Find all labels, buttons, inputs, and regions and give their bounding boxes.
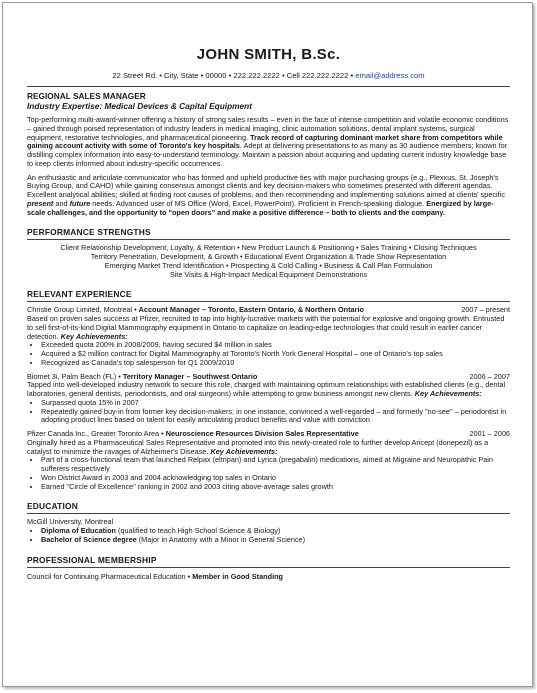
header-rule (27, 86, 510, 87)
p1-rest: . Adept at delivering presentations to as many as 30 audience members; known for distilling complex information into easy-to-understand terminology. Maintain a passion about acquiring and updating current industry knowledge base to keep clients informed about industry-specific occurrences. (27, 141, 508, 168)
achievement-item: • Recognized as Canada's top salesperson for Q1 2009/2010 (41, 359, 510, 368)
target-title: REGIONAL SALES MANAGER (27, 91, 146, 101)
key-achievements-label: Key Achievements (210, 446, 276, 456)
membership-line (27, 573, 510, 582)
job-dates: 2006 – 2007 (469, 371, 510, 381)
achievement-list (27, 399, 510, 425)
strength-line: Emerging Market Trend Identification • Prospecting & Cold Calling • Business & Call Plan Formulation (104, 260, 433, 270)
membership-section (27, 551, 510, 582)
achievement-list (27, 341, 510, 367)
job-description: Tapped into well-developed industry network to secure this role, charged with maintaining optimum relationships with established clients (e.g., dental laboratories, general dentists, periodontists, and oral surgeons) while attempting to grow business amongst new clients. Key Achievements: (27, 380, 506, 398)
education-heading: EDUCATION (27, 497, 510, 514)
summary-section (27, 91, 510, 217)
degree-name: Diploma of Education (41, 526, 116, 535)
job-desc-text: Tapped into well-developed industry network to secure this role, charged with maintaining optimum relationships with established clients (e.g., dental laboratories, general dentists, periodontists, and oral surgeons) while attempting to grow business amongst new clients. (27, 380, 506, 398)
achievement-item: • Acquired a $2 million contract for Digital Mammography at Toronto's North York General Hospital – one of Ontario's top sales (41, 350, 510, 359)
strengths-heading: PERFORMANCE STRENGTHS (27, 223, 510, 240)
degree-detail: (qualified to teach High School Science & Biology) (116, 526, 281, 535)
resume-page (2, 2, 533, 687)
p2-present: present (27, 198, 54, 208)
job-desc-text: Originally hired as a Pharmaceutical Sales Representative and promoted into this newly-created role to further develop Aricept (donepezil) as a catalyst to minimize the ravages of Alzheimer's Disease. (27, 437, 489, 456)
p2-bold: Energized by large-scale challenges, and the opportunity to "open doors" and make a positive difference – both to clients and the company. (27, 198, 494, 217)
job-dates: 2001 – 2006 (469, 429, 510, 438)
candidate-name: JOHN SMITH, B.Sc. (196, 46, 341, 63)
key-achievements-label: Key Achievements (60, 331, 126, 341)
contact-details: 22 Street Rd. • City, State • 00000 • 222.222.2222 • Cell 222.222.2222 • (112, 71, 356, 80)
degree-name: Bachelor of Science degree (41, 534, 137, 544)
job-dates: 2007 – present (461, 305, 510, 315)
membership-status: Member in Good Standing (192, 571, 284, 581)
p2-text: An enthusiastic and articulate communicator who has formed and upheld productive ties with major purchasing groups (e.g., Plexxus, St. Joseph's Buying Group, and CAHO) while gaining consensus amongst clients and key decision-makers who sometimes presented with different agendas. Excellent analytical abilities; skilled at finding root causes of problems, and then recommending and implementing solutions aimed at clients' specific (27, 172, 505, 199)
job-company: Biomet 3i, Palm Beach (FL) • (27, 371, 123, 381)
strength-line: Site Visits & High-Impact Medical Equipment Demonstrations (169, 269, 368, 279)
achievement-item: • Exceeded quota 200% in 2008/2009, having secured $4 million in sales (41, 341, 510, 350)
strengths-section (27, 223, 510, 279)
job-role: Territory Manager – Southwest Ontario (122, 371, 258, 381)
degree-item (41, 536, 510, 545)
strength-line: Client Relationship Development, Loyalty, & Retention • New Product Launch & Positioning • Sales Training • Closing Techniques (60, 243, 477, 253)
experience-section (27, 285, 510, 491)
job-company: Pfizer Canada Inc., Greater Toronto Area • (27, 429, 166, 438)
p1-text: Top-performing multi-award-winner offering a history of strong sales results – even in the face of intense competition and volatile economic conditions – gained through poised representation of industry leaders in medical imaging, clinic automation solutions, dental implant systems, surgical equipment, restorative technologies, and pharmaceutical pioneering. (27, 115, 509, 142)
education-section (27, 497, 510, 544)
achievement-item: • Part of a cross-functional team that launched Relpax (eltripan) and Lyrica (pregabalin) medications, aimed at Migraine and Neuropathic Pain sufferers respectively (41, 456, 510, 474)
p1-bold: Track record of capturing dominant market share from competitors while gaining account activity with some of Toronto's key hospitals (27, 132, 503, 151)
job-entry (27, 373, 510, 426)
key-achievements-label: Key Achievements (414, 389, 480, 398)
strengths-list (27, 244, 510, 279)
job-description: Originally hired as a Pharmaceutical Sales Representative and promoted into this newly-created role to further develop Aricept (donepezil) as a catalyst to minimize the ravages of Alzheimer's Disease. Key Achievements: (27, 437, 489, 456)
job-entry (27, 306, 510, 367)
industry-expertise: Industry Expertise: Medical Devices & Capital Equipment (27, 101, 253, 111)
degree-detail: (Major in Anatomy with a Minor in General Science) (136, 534, 306, 544)
achievement-item: • Earned "Circle of Excellence" ranking in 2002 and 2003 citing above-average sales growth (41, 483, 510, 492)
job-role: Account Manager – Toronto, Eastern Ontario, & Northern Ontario (138, 305, 364, 315)
summary-paragraph-1 (27, 116, 510, 169)
contact-line (27, 71, 510, 80)
membership-heading: PROFESSIONAL MEMBERSHIP (27, 551, 510, 568)
job-desc-text: Based on proven sales success at Pfizer, recruited to tap into highly-lucrative markets with the potential for explosive and ongoing growth. Entrusted to sell first-of-its-kind Digital Mammography equipment in Ontario to capitalize on leading-edge technologies that could result in earlier cancer detection. (27, 314, 505, 341)
school-name: McGill University, Montreal (27, 517, 114, 527)
job-company: Christie Group Limited, Montreal • (27, 305, 139, 315)
achievement-item: • Surpassed quota 15% in 2007 (41, 399, 510, 408)
degree-list (27, 527, 510, 545)
p2-mid: needs. Advanced user of MS Office (Word, Excel, PowerPoint). Proficient in French-speaking dialogue. (90, 198, 427, 208)
p2-future: future (69, 198, 91, 208)
strength-line: Territory Penetration, Development, & Growth • Educational Event Organization & Trade Show Representation (90, 252, 447, 261)
job-entry (27, 430, 510, 491)
achievement-item: • Won District Award in 2003 and 2004 acknowledging top sales in Ontario (41, 474, 510, 483)
membership-org: Council for Continuing Pharmaceutical Education • (27, 571, 193, 581)
achievement-item: • Repeatedly gained buy-in from former key decision-makers; in one instance, convinced a well-regarded – and formerly "no-see" – periodontist in adopting product lines based on talent for easily articulating product benefits and value with conviction (41, 408, 510, 426)
summary-paragraph-2 (27, 174, 510, 218)
achievement-list (27, 456, 510, 491)
job-role: Neuroscience Resources Division Sales Representative (165, 429, 359, 438)
job-description: Based on proven sales success at Pfizer, recruited to tap into highly-lucrative markets with the potential for explosive and ongoing growth. Entrusted to sell first-of-its-kind Digital Mammography equipment in Ontario to capitalize on leading-edge technologies that could result in earlier cancer detection. Key Achievements: (27, 314, 505, 341)
experience-heading: RELEVANT EXPERIENCE (27, 285, 510, 302)
p2-and: and (53, 198, 70, 208)
email-link[interactable]: email@address.com (355, 71, 425, 80)
